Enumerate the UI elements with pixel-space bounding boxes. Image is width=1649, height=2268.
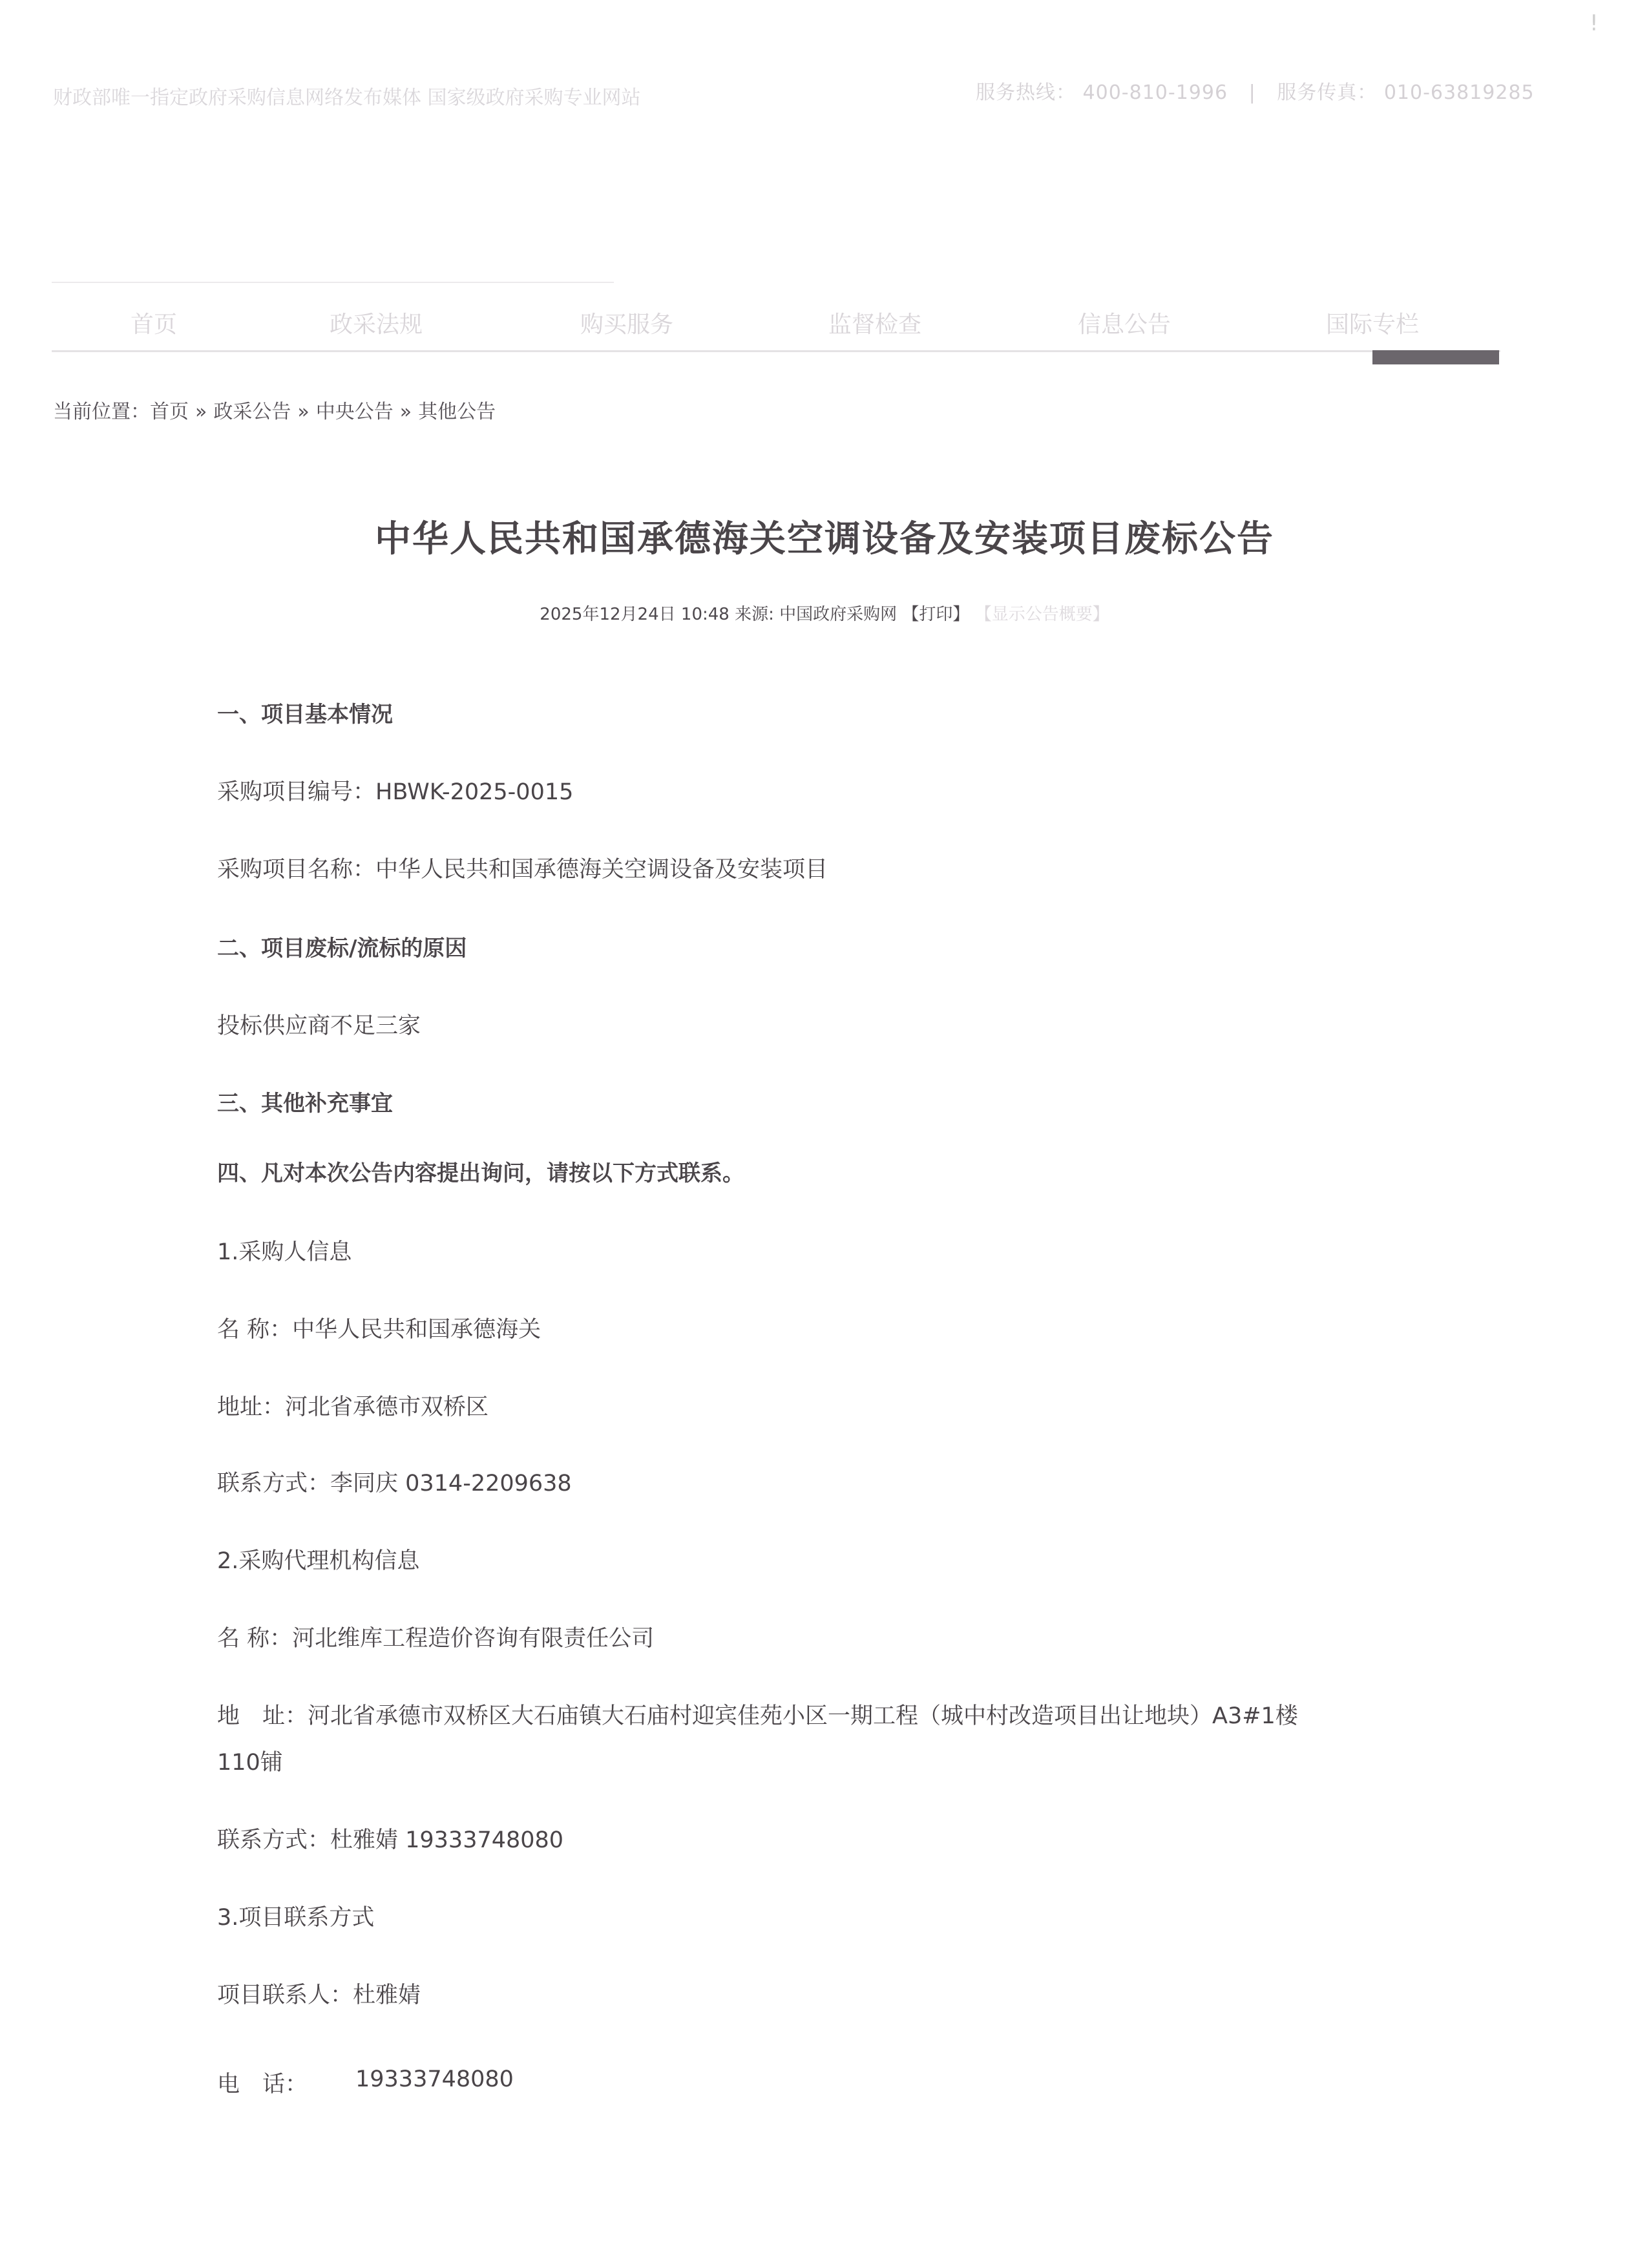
separator: | (1248, 81, 1256, 104)
nav-underline (52, 350, 1500, 352)
nav-notices[interactable]: 信息公告 (1078, 311, 1171, 338)
section-heading: 一、项目基本情况 (217, 702, 393, 728)
body-text: 采购项目名称：中华人民共和国承德海关空调设备及安装项目 (217, 857, 828, 883)
body-text: 名 称：中华人民共和国承德海关 (217, 1317, 541, 1343)
header-divider (52, 282, 614, 283)
nav-supervision[interactable]: 监督检查 (828, 311, 922, 338)
hotline-label: 服务热线 (976, 81, 1056, 104)
breadcrumb-separator: » (399, 401, 412, 423)
breadcrumb-separator: » (297, 401, 310, 423)
breadcrumb-procurement[interactable]: 政采公告 (213, 401, 291, 423)
section-heading: 二、项目废标/流标的原因 (217, 936, 467, 961)
breadcrumb-separator: » (195, 401, 207, 423)
source-name: 中国政府采购网 (779, 605, 898, 624)
body-text: 地址：河北省承德市双桥区 (217, 1394, 489, 1420)
body-text: 1.采购人信息 (217, 1239, 352, 1265)
article-meta (0, 601, 1649, 625)
section-heading: 四、凡对本次公告内容提出询问，请按以下方式联系。 (217, 1160, 744, 1186)
nav-active-marker (1372, 350, 1499, 364)
summary-link[interactable]: 【显示公告概要】 (974, 605, 1109, 624)
page-title: 中华人民共和国承德海关空调设备及安装项目废标公告 (375, 518, 1274, 560)
breadcrumb-home[interactable]: 首页 (150, 401, 189, 423)
phone-value: 19333748080 (355, 2066, 514, 2092)
body-text: 2.采购代理机构信息 (217, 1548, 420, 1574)
body-text: 3.项目联系方式 (217, 1905, 375, 1931)
body-text: 采购项目编号：HBWK-2025-0015 (217, 779, 574, 805)
body-text: 投标供应商不足三家 (217, 1013, 421, 1039)
breadcrumb (53, 395, 496, 424)
breadcrumb-central[interactable]: 中央公告 (315, 401, 394, 423)
nav-purchase-services[interactable]: 购买服务 (580, 311, 674, 338)
source-label: 来源: (735, 605, 774, 624)
body-text: 地 址：河北省承德市双桥区大石庙镇大石庙村迎宾佳苑小区一期工程（城中村改造项目出让地块）A3#1楼 (217, 1703, 1298, 1729)
body-text: 联系方式：李同庆 0314-2209638 (217, 1471, 572, 1496)
nav-international[interactable]: 国际专栏 (1326, 311, 1420, 338)
service-contact: 服务热线： 400-810-1996 | 服务传真： 010-63819285 (976, 81, 1535, 104)
hotline-value: 400-810-1996 (1082, 81, 1228, 104)
breadcrumb-other[interactable]: 其他公告 (418, 401, 496, 423)
nav-home[interactable]: 首页 (131, 311, 178, 338)
main-nav (52, 297, 1499, 350)
publish-datetime: 2025年12月24日 10:48 (540, 605, 730, 624)
fax-value: 010-63819285 (1383, 81, 1535, 104)
fax-label: 服务传真 (1277, 81, 1358, 104)
body-text: 联系方式：杜雅婧 19333748080 (217, 1827, 564, 1853)
corner-mark: ! (1590, 10, 1599, 36)
site-tagline: 财政部唯一指定政府采购信息网络发布媒体 国家级政府采购专业网站 (53, 87, 641, 109)
body-text: 项目联系人：杜雅婧 (217, 1982, 421, 2008)
breadcrumb-prefix: 当前位置： (53, 401, 150, 423)
nav-regulations[interactable]: 政采法规 (330, 311, 423, 338)
section-heading: 三、其他补充事宜 (217, 1091, 393, 1117)
print-link[interactable]: 【打印】 (902, 605, 970, 624)
body-text: 名 称：河北维库工程造价咨询有限责任公司 (217, 1626, 655, 1652)
phone-label: 电 话： (217, 2072, 308, 2097)
body-text: 110铺 (217, 1750, 283, 1776)
